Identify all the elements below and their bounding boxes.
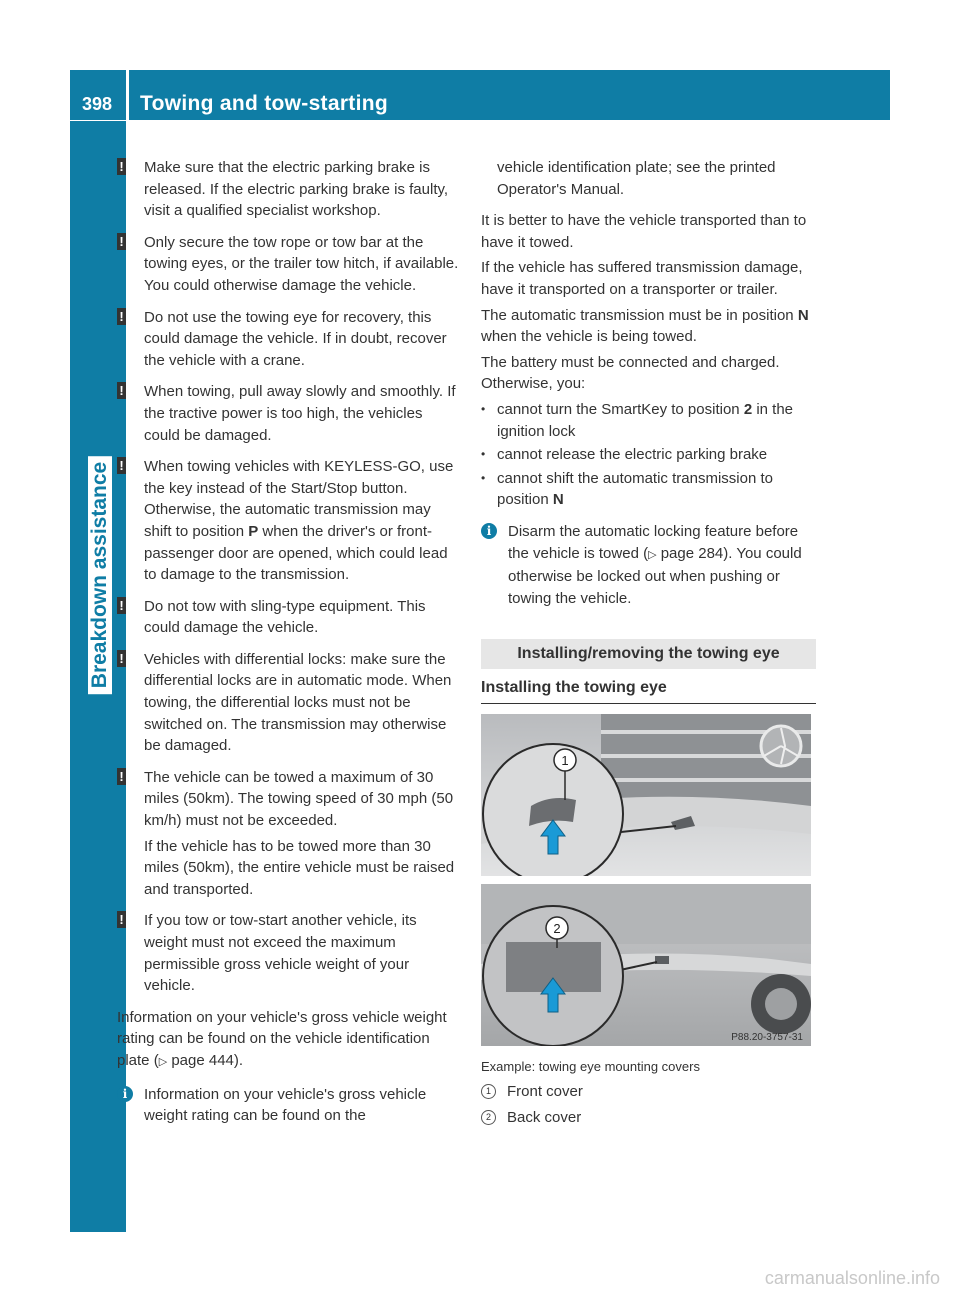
subsection-heading: Installing the towing eye	[481, 677, 816, 704]
list-item-text: in the ignition lock	[497, 400, 794, 440]
page-header	[70, 70, 890, 120]
info-note-locking	[481, 521, 816, 609]
warning-icon: !	[117, 382, 126, 399]
paragraph-transport: It is better to have the vehicle transported than to have it towed.	[481, 212, 807, 251]
warning-icon: !	[117, 650, 126, 667]
list-item	[481, 399, 816, 442]
right-column	[481, 157, 816, 1133]
notice-text: Make sure that the electric parking brake is released. If the electric parking brake is faulty, visit a qualified specialist workshop.	[144, 159, 449, 220]
chapter-label: Breakdown assistance	[88, 456, 112, 694]
paragraph-text: when the vehicle is being towed.	[481, 328, 697, 346]
towing-eye-illustration	[481, 714, 811, 1046]
gear-position: N	[552, 491, 564, 509]
battery-consequence-list	[481, 399, 816, 511]
page-reference-link[interactable]: page 284). You could otherwise be locked out when pushing or towing the vehicle.	[508, 544, 802, 607]
notice-text-before: When towing vehicles with KEYLESS-GO, use the key instead of the Start/Stop button. Otherwise, the automatic transmission may shift to position	[144, 458, 454, 540]
notice-text: Only secure the tow rope or tow bar at the towing eyes, or the trailer tow hitch, if available. You could otherwise damage the vehicle.	[144, 233, 459, 294]
page-number: 398	[81, 94, 113, 114]
legend-number: 2	[481, 1110, 496, 1125]
info-icon: i	[481, 523, 497, 539]
paragraph-text: The automatic transmission must be in position	[481, 306, 798, 324]
notice-text: The vehicle can be towed a maximum of 30 miles (50km). The towing speed of 30 mph (50 km/h) must not be exceeded.	[144, 768, 454, 830]
header-divider	[126, 70, 129, 120]
warning-icon: !	[117, 911, 126, 928]
legend-item-front-cover	[481, 1081, 816, 1103]
notice-differential	[117, 649, 462, 757]
warning-icon: !	[117, 308, 126, 325]
info-text: Disarm the automatic locking feature before the vehicle is towed (	[508, 522, 799, 562]
page-title: Towing and tow-starting	[140, 92, 388, 115]
list-item	[481, 468, 816, 511]
left-column	[117, 157, 462, 1137]
notice-text: If you tow or tow-start another vehicle, its weight must not exceed the maximum permissible gross vehicle weight of your vehicle.	[144, 912, 417, 995]
legend-label: Front cover	[507, 1083, 583, 1101]
notice-sling	[117, 596, 462, 639]
info-text: Information on your vehicle's gross vehicle weight rating can be found on the	[144, 1085, 427, 1125]
list-item-text: cannot release the electric parking brake	[497, 446, 768, 464]
notice-text: When towing, pull away slowly and smoothly. If the tractive power is too high, the vehicles could be damaged.	[144, 383, 456, 444]
page-reference-link[interactable]: page 444).	[167, 1051, 244, 1069]
legend-number: 1	[481, 1084, 496, 1099]
info-note-weight	[117, 1084, 462, 1127]
paragraph-text: Information on your vehicle's gross vehicle weight rating can be found on the vehicle identification plate (	[117, 1008, 447, 1069]
legend-item-back-cover	[481, 1107, 816, 1129]
info-note-continued: vehicle identification plate; see the printed Operator's Manual.	[497, 159, 776, 198]
gear-position: N	[797, 306, 809, 324]
paragraph-weight-info	[117, 1007, 462, 1074]
notice-weight	[117, 910, 462, 996]
warning-icon: !	[117, 768, 126, 785]
figure-caption: Example: towing eye mounting covers	[481, 1058, 700, 1074]
paragraph-position-n	[481, 305, 816, 348]
paragraph-transmission-damage: If the vehicle has suffered transmission damage, have it transported on a transporter or trailer.	[481, 259, 803, 298]
towing-eye-figure	[481, 714, 811, 1046]
notice-parking-brake	[117, 157, 462, 222]
notice-text: Do not tow with sling-type equipment. This could damage the vehicle.	[144, 597, 426, 637]
legend-label: Back cover	[507, 1109, 582, 1127]
notice-max-distance	[117, 767, 462, 901]
notice-pull-away	[117, 381, 462, 446]
warning-icon: !	[117, 233, 126, 250]
watermark: carmanualsonline.info	[764, 1268, 940, 1288]
section-heading: Installing/removing the towing eye	[481, 639, 816, 669]
paragraph-battery: The battery must be connected and charged. Otherwise, you:	[481, 353, 780, 393]
list-item	[481, 444, 816, 466]
notice-tow-rope	[117, 232, 462, 297]
notice-keyless-go	[117, 456, 462, 586]
notice-subtext: If the vehicle has to be towed more than 30 miles (50km), the entire vehicle must be raised and transported.	[144, 837, 455, 898]
info-icon: i	[117, 1086, 133, 1102]
gear-position: P	[248, 522, 259, 540]
notice-text: Do not use the towing eye for recovery, this could damage the vehicle. If in doubt, recover the vehicle with a crane.	[144, 308, 447, 369]
callout-1-label: 1	[561, 752, 569, 768]
warning-icon: !	[117, 457, 126, 474]
page-ref-arrow-icon: ▷	[648, 548, 657, 561]
notice-recovery	[117, 307, 462, 372]
page-ref-arrow-icon: ▷	[158, 1055, 168, 1068]
notice-text-after: when the driver's or front-passenger door are opened, which could lead to damage to the transmission.	[144, 522, 448, 584]
warning-icon: !	[117, 597, 126, 614]
notice-text: Vehicles with differential locks: make sure the differential locks are in automatic mode. When towing, the differential locks must not be switched on. The transmission may otherwise be damaged.	[144, 650, 452, 755]
key-position: 2	[743, 400, 753, 418]
callout-2-label: 2	[553, 920, 561, 936]
list-item-text: cannot turn the SmartKey to position	[497, 400, 744, 418]
figure-code: P88.20-3757-31	[731, 1031, 803, 1043]
list-item-text: cannot shift the automatic transmission to position	[497, 469, 773, 509]
warning-icon: !	[117, 158, 126, 175]
